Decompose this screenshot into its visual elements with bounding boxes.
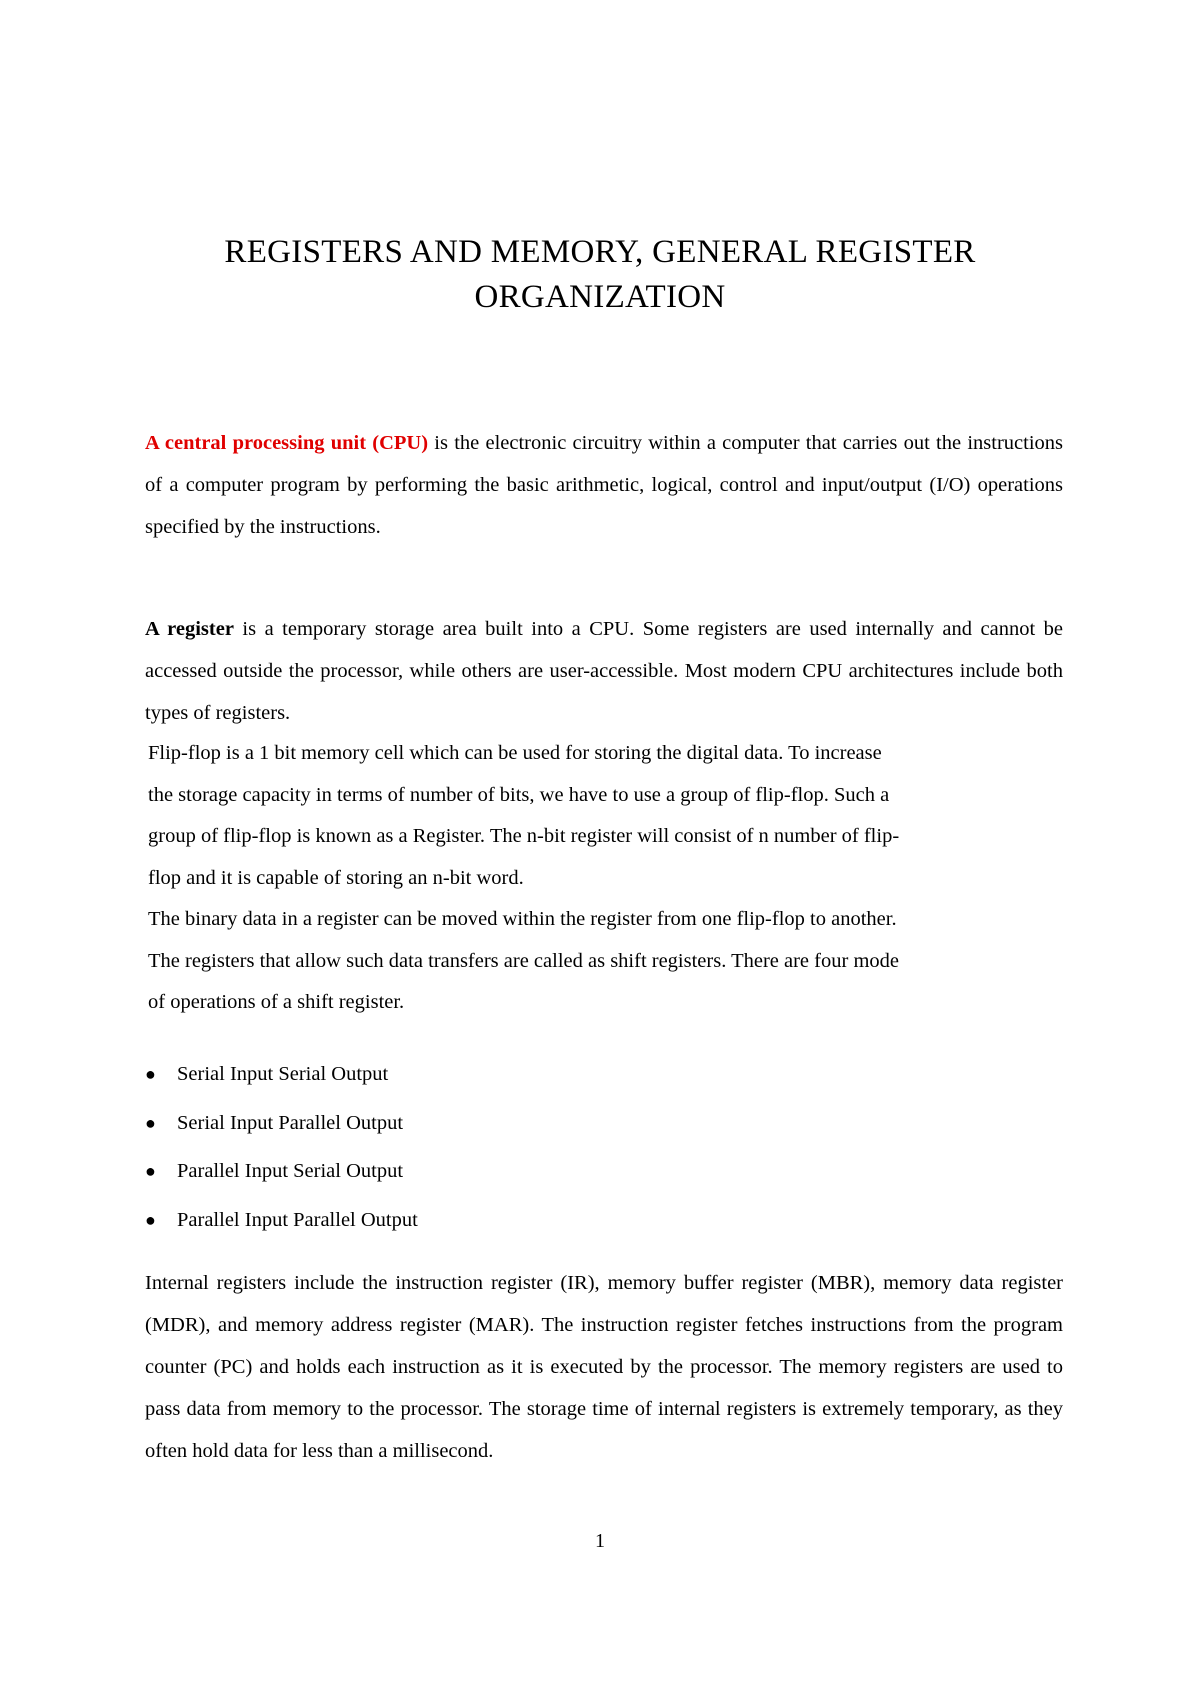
list-item xyxy=(145,1050,418,1099)
flipflop-line: of operations of a shift register. xyxy=(148,991,405,1013)
flipflop-line: Flip-flop is a 1 bit memory cell which can be used for storing the digital data. To increase xyxy=(148,742,882,764)
shift-register-modes-list xyxy=(145,1050,418,1244)
list-item-label: Parallel Input Serial Output xyxy=(177,1160,404,1182)
bullet-icon: ● xyxy=(145,1161,156,1181)
list-item xyxy=(145,1099,418,1148)
list-item-label: Serial Input Serial Output xyxy=(177,1063,389,1085)
list-item xyxy=(145,1196,418,1245)
bullet-icon: ● xyxy=(145,1112,156,1133)
flipflop-line: The registers that allow such data transfers are called as shift registers. There are four mode xyxy=(148,949,899,972)
list-item-label: Parallel Input Parallel Output xyxy=(177,1208,418,1231)
list-item-label: Serial Input Parallel Output xyxy=(177,1111,404,1134)
page-number: 1 xyxy=(595,1530,605,1552)
cpu-term: A central processing unit (CPU) xyxy=(145,432,429,454)
list-item xyxy=(145,1147,418,1196)
register-definition: is a temporary storage area built into a CPU. Some registers are used internally and cannot be accessed outside the processor, while others are user-accessible. Most modern CPU architectures include both types of registers. xyxy=(145,618,1063,724)
cpu-definition: is the electronic circuitry within a computer that carries out the instructions of a computer program by performing the basic arithmetic, logical, control and input/output (I/O) operations specified by the instructions. xyxy=(145,432,1063,538)
flipflop-line: flop and it is capable of storing an n-bit word. xyxy=(148,866,524,889)
bullet-icon: ● xyxy=(145,1209,156,1230)
register-paragraph xyxy=(145,608,1063,734)
flipflop-line: the storage capacity in terms of number of bits, we have to use a group of flip-flop. Such a xyxy=(148,783,890,806)
cpu-paragraph xyxy=(145,422,1063,548)
flipflop-line: The binary data in a register can be moved within the register from one flip-flop to another. xyxy=(148,908,897,930)
internal-registers-paragraph: Internal registers include the instruction register (IR), memory buffer register (MBR), memory data register (MDR), and memory address register (MAR). The instruction register fetches instructions from the program counter (PC) and holds each instruction as it is executed by the processor. The memory registers are used to pass data from memory to the processor. The storage time of internal registers is extremely temporary, as they often hold data for less than a millisecond. xyxy=(145,1272,1063,1462)
document-title: REGISTERS AND MEMORY, GENERAL REGISTER ORGANIZATION xyxy=(224,234,976,315)
bullet-icon: ● xyxy=(145,1064,156,1084)
flipflop-block xyxy=(148,733,1028,1024)
register-term: A register xyxy=(145,618,234,640)
flipflop-line: group of flip-flop is known as a Register. The n-bit register will consist of n number of flip- xyxy=(148,825,900,847)
